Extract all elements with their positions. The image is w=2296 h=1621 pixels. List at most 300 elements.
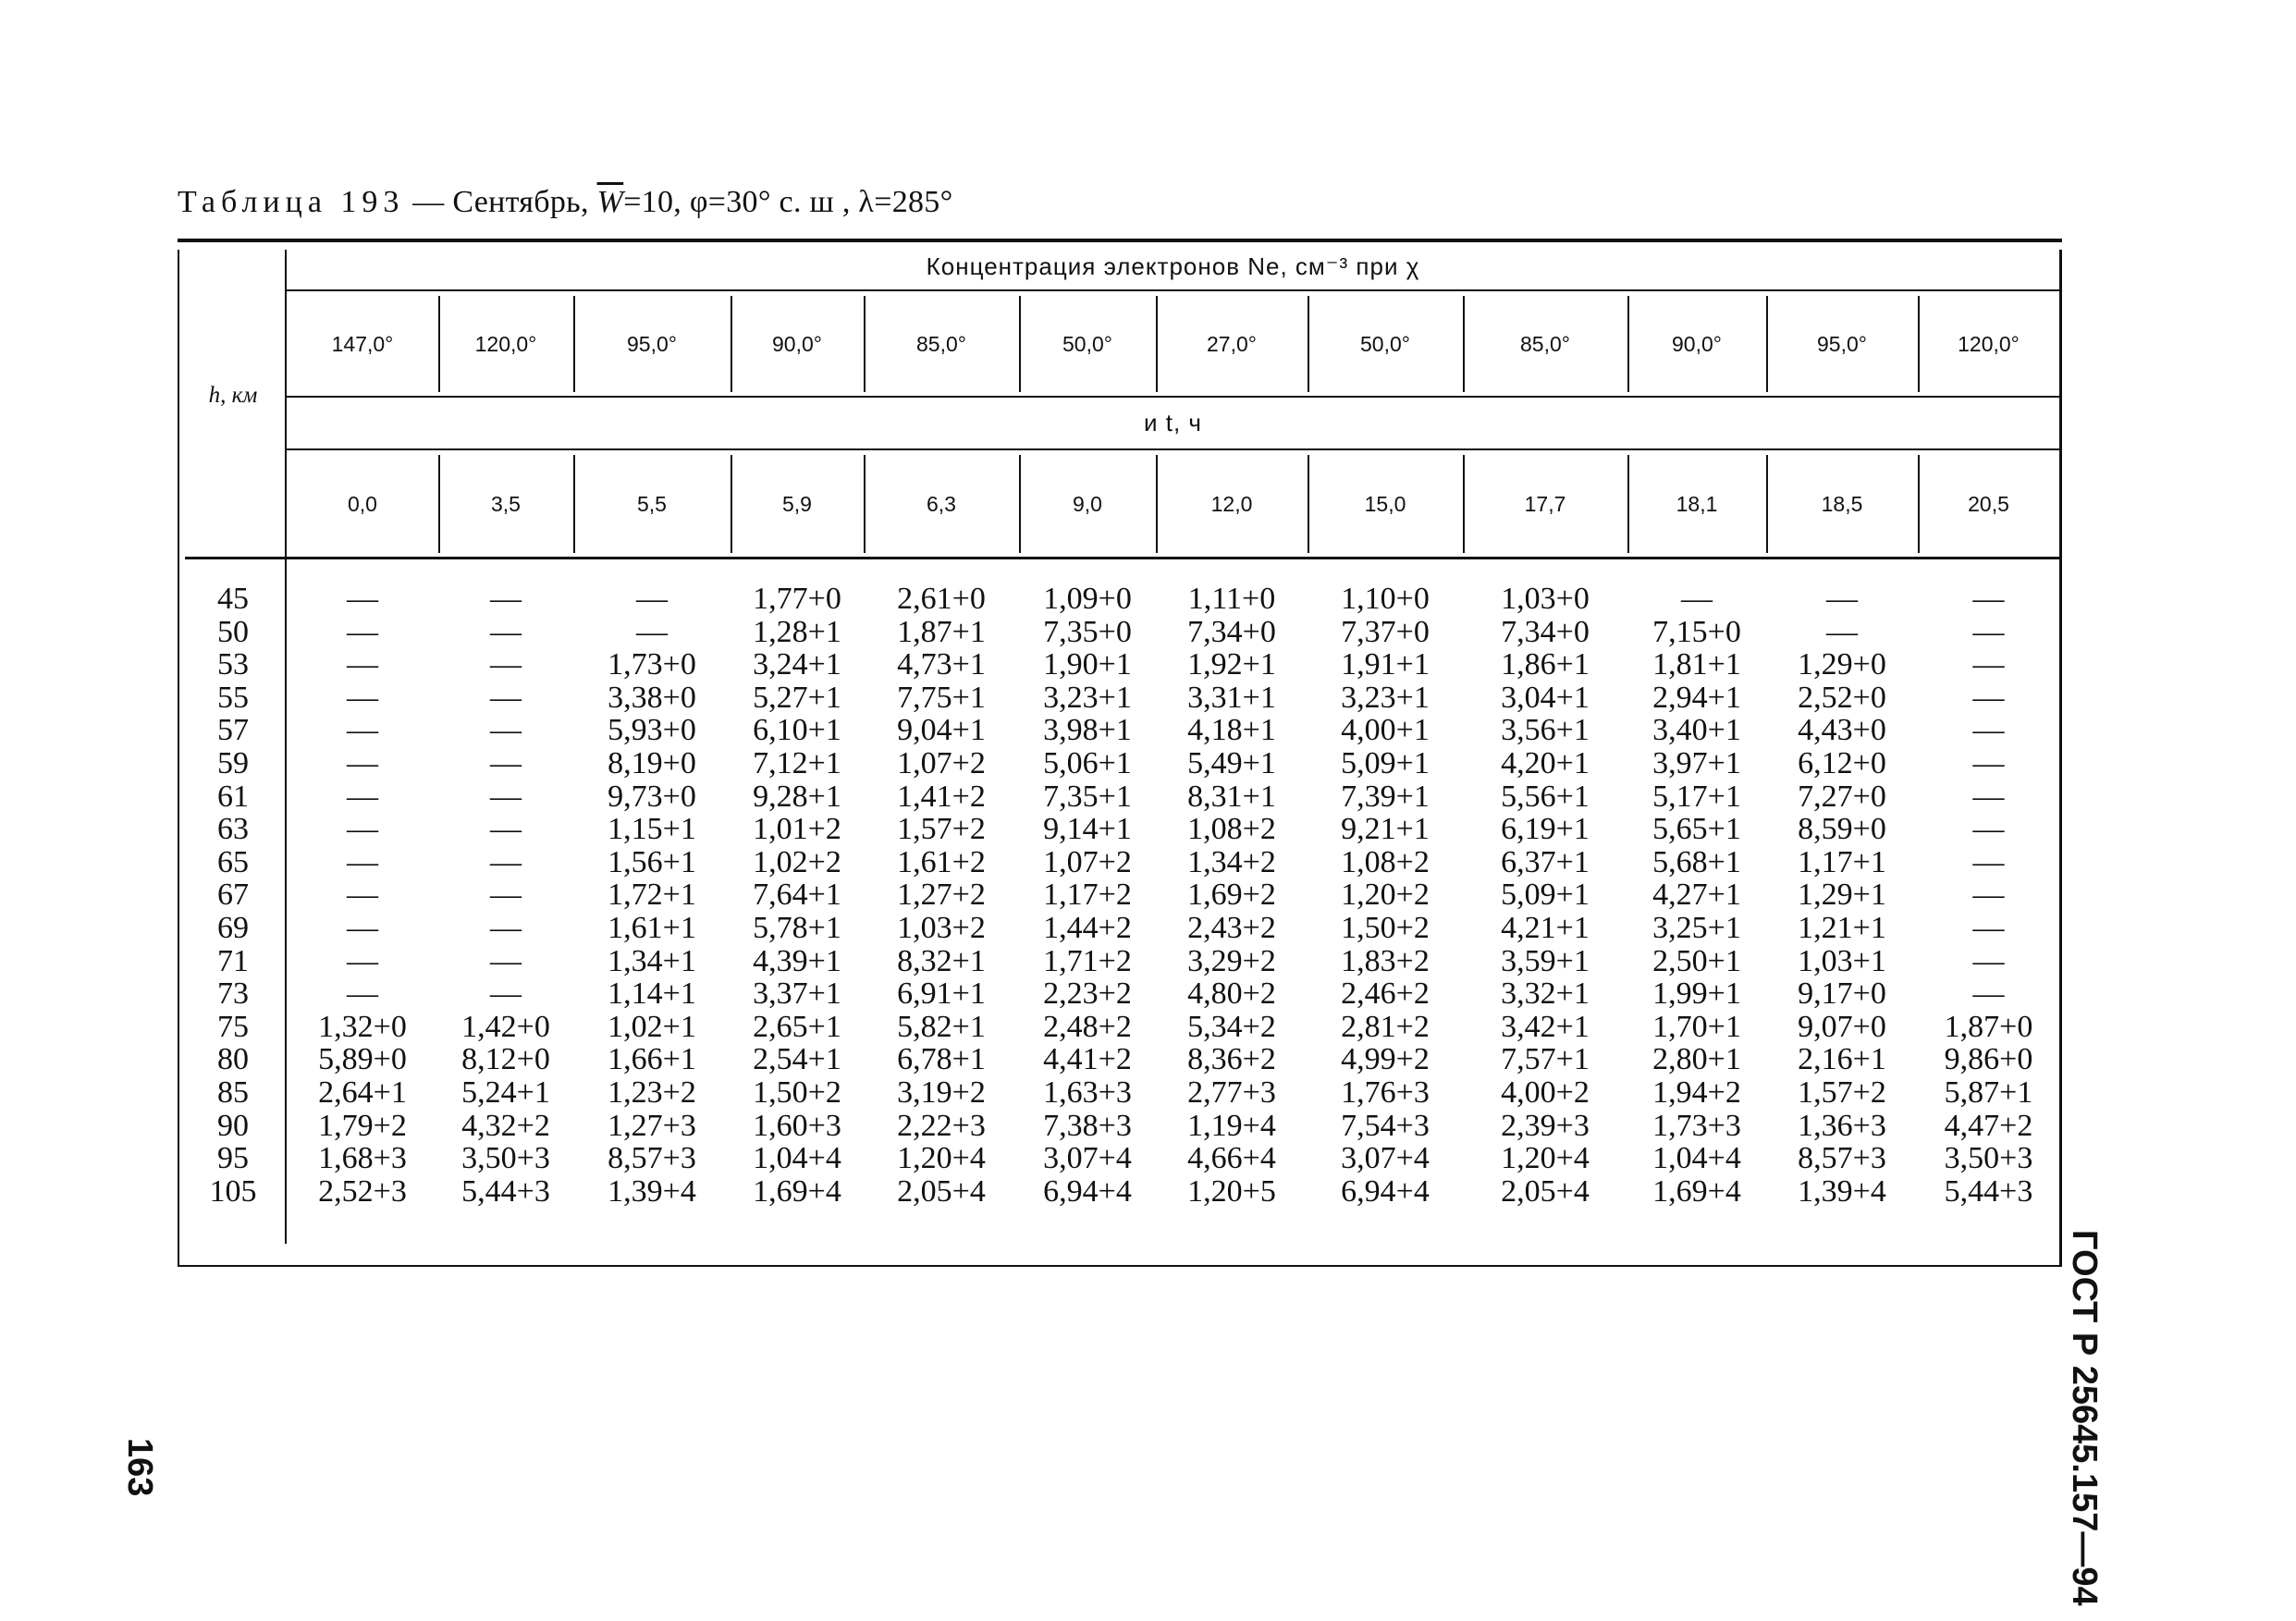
table-cell: 5,44+3 [1944, 1173, 2033, 1209]
table-cell: — [1826, 582, 1858, 616]
table-cell: 2,46+2 [1341, 976, 1430, 1012]
table-cell: 3,32+1 [1501, 976, 1590, 1012]
table-cell: 5,27+1 [753, 680, 841, 715]
table-cell: 5,34+2 [1187, 1009, 1276, 1044]
table-cell: 1,27+2 [897, 878, 986, 913]
header-divider [1463, 296, 1465, 392]
table-cell: 7,34+0 [1187, 614, 1276, 649]
header-divider [1019, 455, 1021, 553]
table-cell: 3,37+1 [753, 976, 841, 1012]
table-cell: 1,34+1 [608, 943, 696, 978]
table-cell: 4,80+2 [1187, 976, 1276, 1012]
table-cell: 1,39+4 [608, 1173, 696, 1209]
table-cell: 1,34+2 [1187, 844, 1276, 879]
table-cell: — [636, 614, 668, 649]
time-header-cell: 18,5 [1821, 491, 1863, 516]
table-cell: 2,61+0 [897, 582, 986, 616]
chi-header-cell: 120,0° [1958, 331, 2020, 356]
table-cell: 1,36+3 [1798, 1108, 1886, 1143]
table-cell: 7,54+3 [1341, 1108, 1430, 1143]
table-cell: 4,41+2 [1043, 1042, 1132, 1077]
table-cell: 3,23+1 [1341, 680, 1430, 715]
table-cell: 8,32+1 [897, 943, 986, 978]
table-cell: 2,80+1 [1652, 1042, 1741, 1077]
table-cell: — [490, 745, 522, 780]
header-divider [1019, 296, 1021, 392]
table-cell: 1,87+1 [897, 614, 986, 649]
caption-part-1: — Сентябрь, [404, 185, 597, 219]
table-cell: 3,23+1 [1043, 680, 1132, 715]
table-cell: — [490, 713, 522, 748]
table-cell: 6,91+1 [897, 976, 986, 1012]
table-cell: 1,71+2 [1043, 943, 1132, 978]
table-cell: — [1972, 878, 2005, 913]
table-cell: — [347, 943, 378, 978]
table-cell: 3,25+1 [1652, 910, 1741, 945]
table-cell: — [490, 582, 522, 616]
table-cell: 2,05+4 [897, 1173, 986, 1209]
table-cell: 5,82+1 [897, 1009, 986, 1044]
data-column [1918, 583, 2059, 1208]
table-cell: 8,31+1 [1187, 779, 1276, 814]
table-cell: 6,19+1 [1501, 812, 1590, 847]
table-cell: 2,54+1 [753, 1042, 841, 1077]
chi-header-cell: 90,0° [1672, 331, 1722, 356]
table-cell: 1,57+2 [1798, 1075, 1886, 1110]
table-number: Таблица 193 [178, 185, 405, 219]
table-cell: 2,65+1 [753, 1009, 841, 1044]
table-cell: 1,73+3 [1652, 1108, 1741, 1143]
table-cell: — [490, 943, 522, 978]
data-column [1627, 583, 1766, 1208]
table-cell: 1,14+1 [608, 976, 696, 1012]
table-cell: — [1972, 713, 2005, 748]
table-cell: 7,15+0 [1652, 614, 1741, 649]
header-divider [1308, 296, 1309, 392]
chi-header-cell: 85,0° [1520, 331, 1570, 356]
data-column [1156, 583, 1308, 1208]
height-value: 55 [217, 680, 249, 715]
table-cell: 2,50+1 [1652, 943, 1741, 978]
header-divider [573, 296, 575, 392]
header-divider [438, 455, 440, 553]
height-value: 73 [217, 976, 249, 1012]
table-cell: 3,19+2 [897, 1075, 986, 1110]
table-cell: — [1972, 812, 2005, 847]
table-cell: 1,79+2 [318, 1108, 407, 1143]
table-cell: — [490, 910, 522, 945]
left-rule [178, 250, 179, 1267]
table-cell: 5,89+0 [318, 1042, 407, 1077]
table-cell: — [347, 976, 378, 1012]
standard-designation: ГОСТ Р 25645.157—94 [2065, 1230, 2104, 1606]
table-cell: — [1972, 745, 2005, 780]
table-cell: 2,43+2 [1187, 910, 1276, 945]
chi-header-cell: 95,0° [1817, 331, 1867, 356]
table-cell: 1,19+4 [1187, 1108, 1276, 1143]
table-cell: 1,02+1 [608, 1009, 696, 1044]
table-cell: 8,19+0 [608, 745, 696, 780]
height-value: 53 [217, 647, 249, 682]
header-divider [1308, 455, 1309, 553]
table-cell: 3,40+1 [1652, 713, 1741, 748]
table-cell: — [490, 844, 522, 879]
right-rule [2059, 250, 2062, 1267]
table-cell: 1,04+4 [753, 1141, 841, 1176]
table-cell: 1,32+0 [318, 1009, 407, 1044]
table-cell: 1,04+4 [1652, 1141, 1741, 1176]
table-cell: 1,42+0 [461, 1009, 550, 1044]
time-header-cell: 5,5 [637, 491, 667, 516]
height-value: 90 [217, 1108, 249, 1143]
table-cell: 7,57+1 [1501, 1042, 1590, 1077]
table-cell: — [490, 680, 522, 715]
table-cell: 7,38+3 [1043, 1108, 1132, 1143]
time-header-cell: 20,5 [1968, 491, 2009, 516]
table-cell: 3,29+2 [1187, 943, 1276, 978]
table-cell: 1,69+4 [753, 1173, 841, 1209]
table-cell: 7,35+1 [1043, 779, 1132, 814]
header-divider [864, 296, 866, 392]
table-cell: 1,91+1 [1341, 647, 1430, 682]
header-divider [731, 455, 732, 553]
table-cell: 4,18+1 [1187, 713, 1276, 748]
table-cell: — [490, 878, 522, 913]
table-cell: 1,69+2 [1187, 878, 1276, 913]
table-cell: — [347, 779, 378, 814]
table-cell: 1,73+0 [608, 647, 696, 682]
table-cell: 7,39+1 [1341, 779, 1430, 814]
table-cell: 8,57+3 [1798, 1141, 1886, 1176]
concentration-header: Концентрация электронов Ne, см⁻³ при χ [926, 252, 1420, 280]
table-cell: 9,21+1 [1341, 812, 1430, 847]
table-cell: — [347, 812, 378, 847]
chi-header-cell: 27,0° [1207, 331, 1257, 356]
time-header-cell: 3,5 [491, 491, 521, 516]
table-cell: 5,65+1 [1652, 812, 1741, 847]
table-cell: — [490, 812, 522, 847]
table-cell: 3,24+1 [753, 647, 841, 682]
table-cell: 1,20+2 [1341, 878, 1430, 913]
table-cell: 1,17+1 [1798, 844, 1886, 879]
table-cell: 1,15+1 [608, 812, 696, 847]
header-divider [1918, 455, 1920, 553]
table-cell: 5,09+1 [1501, 878, 1590, 913]
height-value: 59 [217, 745, 249, 780]
table-cell: 1,23+2 [608, 1075, 696, 1110]
table-cell: 2,22+3 [897, 1108, 986, 1143]
header-divider [573, 455, 575, 553]
height-value: 80 [217, 1042, 249, 1077]
height-header: h, км [208, 383, 258, 408]
table-cell: — [347, 582, 378, 616]
table-cell: — [1972, 844, 2005, 879]
height-value: 75 [217, 1009, 249, 1044]
table-cell: 4,20+1 [1501, 745, 1590, 780]
table-cell: 1,01+2 [753, 812, 841, 847]
time-header: и t, ч [1144, 408, 1202, 436]
table-cell: 5,78+1 [753, 910, 841, 945]
table-cell: 8,59+0 [1798, 812, 1886, 847]
table-cell: 9,17+0 [1798, 976, 1886, 1012]
table-cell: 1,83+2 [1341, 943, 1430, 978]
table-cell: 5,68+1 [1652, 844, 1741, 879]
table-cell: — [1681, 582, 1713, 616]
table-cell: 3,07+4 [1043, 1141, 1132, 1176]
table-cell: 2,77+3 [1187, 1075, 1276, 1110]
table-cell: 1,10+0 [1341, 582, 1430, 616]
table-cell: 2,94+1 [1652, 680, 1741, 715]
chi-header-cell: 50,0° [1062, 331, 1112, 356]
table-cell: 4,43+0 [1798, 713, 1886, 748]
table-cell: 1,69+4 [1652, 1173, 1741, 1209]
chi-header-cell: 85,0° [916, 331, 966, 356]
header-divider [1766, 455, 1768, 553]
table-cell: — [1972, 910, 2005, 945]
table-cell: 1,99+1 [1652, 976, 1741, 1012]
table-cell: 1,20+4 [897, 1141, 986, 1176]
table-cell: — [347, 745, 378, 780]
table-cell: 4,27+1 [1652, 878, 1741, 913]
header-divider [1766, 296, 1768, 392]
table-cell: 4,39+1 [753, 943, 841, 978]
data-column [1308, 583, 1463, 1208]
table-cell: 7,64+1 [753, 878, 841, 913]
table-cell: 4,99+2 [1341, 1042, 1430, 1077]
header-divider [1463, 455, 1465, 553]
table-cell: 1,03+1 [1798, 943, 1886, 978]
table-caption [178, 185, 953, 220]
table-cell: — [347, 910, 378, 945]
table-cell: 2,48+2 [1043, 1009, 1132, 1044]
table-cell: 6,37+1 [1501, 844, 1590, 879]
table-cell: 6,78+1 [897, 1042, 986, 1077]
table-cell: 1,29+0 [1798, 647, 1886, 682]
table-cell: — [347, 680, 378, 715]
table-cell: 2,64+1 [318, 1075, 407, 1110]
table-cell: 5,06+1 [1043, 745, 1132, 780]
data-column [438, 583, 573, 1208]
table-cell: 8,57+3 [608, 1141, 696, 1176]
table-cell: 2,81+2 [1341, 1009, 1430, 1044]
table-cell: 1,39+4 [1798, 1173, 1886, 1209]
table-cell: 4,00+2 [1501, 1075, 1590, 1110]
table-cell: 3,50+3 [461, 1141, 550, 1176]
chi-header-cell: 120,0° [474, 331, 537, 356]
height-column [205, 583, 261, 1208]
height-value: 57 [217, 713, 249, 748]
table-cell: 7,35+0 [1043, 614, 1132, 649]
table-cell: 1,68+3 [318, 1141, 407, 1176]
table-cell: 2,52+0 [1798, 680, 1886, 715]
table-cell: 1,21+1 [1798, 910, 1886, 945]
table-cell: 7,34+0 [1501, 614, 1590, 649]
table-cell: 3,42+1 [1501, 1009, 1590, 1044]
table-cell: 1,17+2 [1043, 878, 1132, 913]
caption-part-2: =10, φ=30° с. ш , λ=285° [623, 185, 953, 219]
table-cell: — [1972, 614, 2005, 649]
table-cell: 7,12+1 [753, 745, 841, 780]
table-cell: 1,92+1 [1187, 647, 1276, 682]
time-header-cell: 17,7 [1524, 491, 1566, 516]
table-cell: 1,28+1 [753, 614, 841, 649]
table-cell: 4,47+2 [1944, 1108, 2033, 1143]
data-column [287, 583, 438, 1208]
table-cell: 5,93+0 [608, 713, 696, 748]
table-cell: 1,86+1 [1501, 647, 1590, 682]
table-cell: 1,61+1 [608, 910, 696, 945]
table-cell: — [1972, 680, 2005, 715]
table-cell: 4,66+4 [1187, 1141, 1276, 1176]
table-cell: 4,21+1 [1501, 910, 1590, 945]
table-cell: 3,56+1 [1501, 713, 1590, 748]
table-cell: 1,20+4 [1501, 1141, 1590, 1176]
header-divider [864, 455, 866, 553]
height-value: 61 [217, 779, 249, 814]
table-cell: 7,37+0 [1341, 614, 1430, 649]
time-header-cell: 12,0 [1210, 491, 1253, 516]
page-number: 163 [120, 1438, 159, 1497]
table-cell: 1,08+2 [1341, 844, 1430, 879]
table-cell: 6,94+4 [1341, 1173, 1430, 1209]
table-cell: 5,87+1 [1944, 1075, 2033, 1110]
table-cell: — [1826, 614, 1858, 649]
height-value: 85 [217, 1075, 249, 1110]
table-cell: — [636, 582, 668, 616]
header-divider [1918, 296, 1920, 392]
table-cell: 1,81+1 [1652, 647, 1741, 682]
chi-header-cell: 50,0° [1360, 331, 1410, 356]
table-cell: 1,70+1 [1652, 1009, 1741, 1044]
table-cell: 1,50+2 [753, 1075, 841, 1110]
table-cell: 4,32+2 [461, 1108, 550, 1143]
table-cell: 1,20+5 [1187, 1173, 1276, 1209]
header-divider [1627, 455, 1629, 553]
table-cell: 7,27+0 [1798, 779, 1886, 814]
table-cell: 2,52+3 [318, 1173, 407, 1209]
time-header-cell: 18,1 [1676, 491, 1718, 516]
table-cell: — [347, 844, 378, 879]
table-cell: 1,41+2 [897, 779, 986, 814]
table-cell: 8,36+2 [1187, 1042, 1276, 1077]
table-cell: 3,50+3 [1944, 1141, 2033, 1176]
table-cell: — [1972, 582, 2005, 616]
header-divider [1156, 455, 1158, 553]
table-cell: 5,09+1 [1341, 745, 1430, 780]
time-header-cell: 5,9 [782, 491, 812, 516]
table-cell: 1,08+2 [1187, 812, 1276, 847]
header-divider [731, 296, 732, 392]
table-cell: 1,29+1 [1798, 878, 1886, 913]
table-cell: 1,77+0 [753, 582, 841, 616]
table-cell: — [1972, 976, 2005, 1012]
table-cell: 6,94+4 [1043, 1173, 1132, 1209]
table-cell: 1,63+3 [1043, 1075, 1132, 1110]
table-cell: 3,04+1 [1501, 680, 1590, 715]
rule-under-title [285, 289, 2062, 291]
header-bottom-rule [185, 557, 2062, 559]
height-value: 65 [217, 844, 249, 879]
table-cell: 1,44+2 [1043, 910, 1132, 945]
table-cell: 3,07+4 [1341, 1141, 1430, 1176]
table-cell: — [1972, 943, 2005, 978]
table-cell: — [347, 713, 378, 748]
bottom-rule [178, 1265, 2062, 1267]
table-cell: — [347, 614, 378, 649]
time-header-cell: 9,0 [1073, 491, 1102, 516]
table-cell: 9,28+1 [753, 779, 841, 814]
table-cell: 1,03+0 [1501, 582, 1590, 616]
table-cell: 1,72+1 [608, 878, 696, 913]
table-cell: 1,90+1 [1043, 647, 1132, 682]
table-cell: 2,05+4 [1501, 1173, 1590, 1209]
table-cell: 5,56+1 [1501, 779, 1590, 814]
table-cell: 1,07+2 [897, 745, 986, 780]
data-column [573, 583, 731, 1208]
table-cell: 1,94+2 [1652, 1075, 1741, 1110]
table-cell: — [490, 976, 522, 1012]
table-cell: 7,75+1 [897, 680, 986, 715]
table-cell: 3,98+1 [1043, 713, 1132, 748]
table-cell: 5,17+1 [1652, 779, 1741, 814]
table-cell: 9,86+0 [1944, 1042, 2033, 1077]
header-divider [1627, 296, 1629, 392]
table-cell: — [1972, 779, 2005, 814]
time-header-cell: 15,0 [1364, 491, 1406, 516]
w-symbol: $\overline{W}$ [596, 185, 624, 219]
table-cell: 3,31+1 [1187, 680, 1276, 715]
height-value: 71 [217, 943, 249, 978]
table-cell: 1,61+2 [897, 844, 986, 879]
chi-header-cell: 90,0° [772, 331, 822, 356]
height-value: 69 [217, 910, 249, 945]
data-column [864, 583, 1019, 1208]
table-cell: 1,03+2 [897, 910, 986, 945]
header-divider [438, 296, 440, 392]
data-column [1019, 583, 1156, 1208]
table-cell: 1,60+3 [753, 1108, 841, 1143]
table-cell: 3,97+1 [1652, 745, 1741, 780]
table-cell: 4,73+1 [897, 647, 986, 682]
table-cell: 1,09+0 [1043, 582, 1132, 616]
table-cell: 2,23+2 [1043, 976, 1132, 1012]
table-cell: 3,59+1 [1501, 943, 1590, 978]
table-cell: 1,11+0 [1187, 582, 1276, 616]
data-column [1463, 583, 1627, 1208]
table-cell: — [490, 614, 522, 649]
table-cell: 1,27+3 [608, 1108, 696, 1143]
table-cell: 5,49+1 [1187, 745, 1276, 780]
height-value: 45 [217, 582, 249, 616]
table-cell: 9,14+1 [1043, 812, 1132, 847]
table-cell: — [1972, 647, 2005, 682]
table-cell: 2,16+1 [1798, 1042, 1886, 1077]
table-cell: 9,07+0 [1798, 1009, 1886, 1044]
table-cell: 2,39+3 [1501, 1108, 1590, 1143]
chi-header-cell: 147,0° [331, 331, 394, 356]
time-header-cell: 6,3 [927, 491, 956, 516]
height-value: 95 [217, 1141, 249, 1176]
height-value: 63 [217, 812, 249, 847]
table-cell: — [490, 647, 522, 682]
table-cell: 6,10+1 [753, 713, 841, 748]
table-cell: 4,00+1 [1341, 713, 1430, 748]
table-cell: 6,12+0 [1798, 745, 1886, 780]
table-cell: 1,87+0 [1944, 1009, 2033, 1044]
height-value: 105 [209, 1173, 257, 1209]
height-value: 67 [217, 878, 249, 913]
table-cell: 1,50+2 [1341, 910, 1430, 945]
